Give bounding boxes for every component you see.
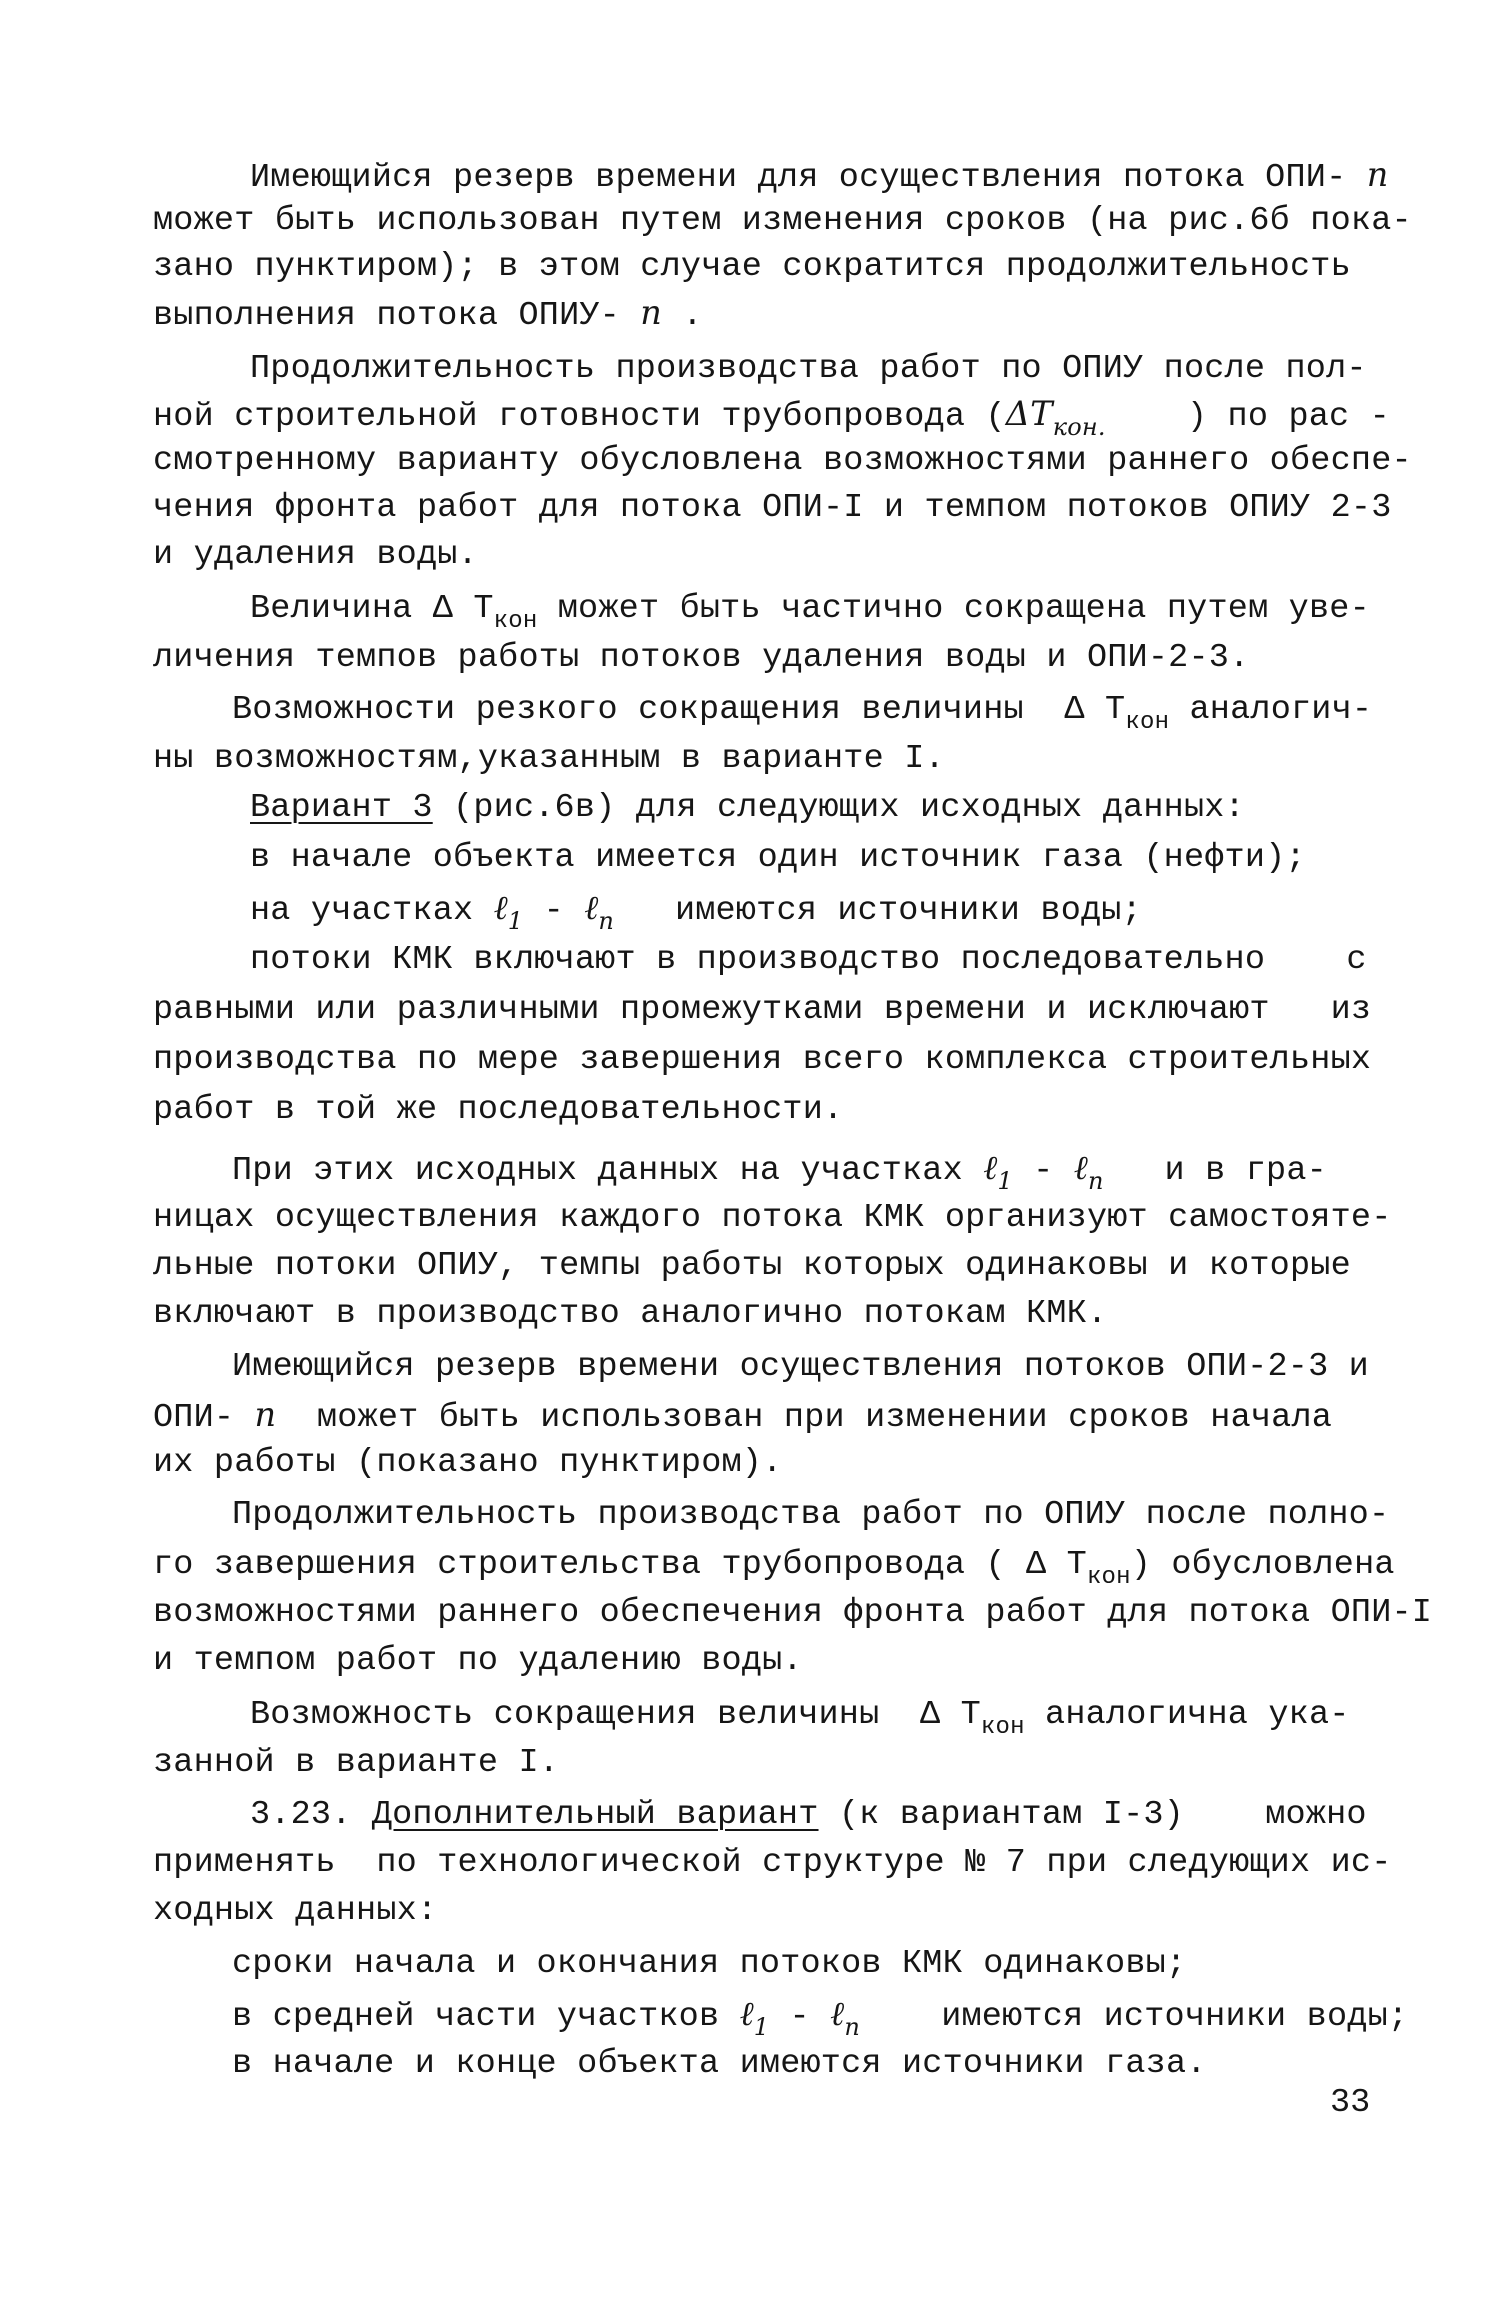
text-line: в начале и конце объекта имеются источники газа. bbox=[232, 2045, 1207, 2083]
text-line: Имеющийся резерв времени осуществления потоков ОПИ-2-3 и bbox=[232, 1348, 1369, 1386]
text-line: смотренному варианту обусловлена возможностями раннего обеспе- bbox=[153, 442, 1412, 480]
text-line: равными или различными промежутками времени и исключают из bbox=[153, 991, 1372, 1029]
text-line: Продолжительность производства работ по ОПИУ после пол- bbox=[250, 350, 1367, 388]
text-line: сроки начала и окончания потоков КМК одинаковы; bbox=[232, 1945, 1187, 1983]
text-line: и темпом работ по удалению воды. bbox=[153, 1642, 803, 1680]
text-line: работ в той же последовательности. bbox=[153, 1091, 844, 1129]
text-line: Возможность сокращения величины Δ $Т_{кон}$ аналогична ука- bbox=[250, 1696, 1350, 1741]
text-line: в средней части участков ℓ$_1$ - ℓ$_n$ имеются источники воды; bbox=[232, 1994, 1409, 2041]
text-line: го завершения строительства трубопровода ( Δ $Т_{кон}$) обусловлена bbox=[153, 1546, 1395, 1591]
text-line: на участках ℓ$_1$ - ℓ$_n$ имеются источники воды; bbox=[250, 888, 1142, 935]
text-line: потоки КМК включают в производство последовательно с bbox=[250, 941, 1367, 979]
text-line: может быть использован путем изменения сроков (на рис.6б пока- bbox=[153, 202, 1412, 240]
text-line: выполнения потока ОПИУ- n . bbox=[153, 293, 703, 335]
text-line: При этих исходных данных на участках ℓ$_1$ - ℓ$_n$ и в гра- bbox=[232, 1148, 1327, 1195]
text-line: ОПИ- n может быть использован при изменении сроков начала bbox=[153, 1395, 1333, 1437]
text-line: ной строительной готовности трубопровода ($\Delta Т_{кон.}$ ) по рас - bbox=[153, 394, 1390, 441]
text-line: Продолжительность производства работ по ОПИУ после полно- bbox=[232, 1496, 1390, 1534]
page-number: 33 bbox=[1330, 2084, 1371, 2122]
text-line: Имеющийся резерв времени для осуществления потока ОПИ- n bbox=[250, 155, 1389, 197]
text-line: Возможности резкого сокращения величины Δ $Т_{кон}$ аналогич- bbox=[232, 691, 1373, 736]
text-line: занной в варианте I. bbox=[153, 1744, 560, 1782]
text-line: чения фронта работ для потока ОПИ-I и темпом потоков ОПИУ 2-3 bbox=[153, 489, 1392, 527]
text-line: в начале объекта имеется один источник газа (нефти); bbox=[250, 839, 1306, 877]
text-line: применять по технологической структуре № 7 при следующих ис- bbox=[153, 1844, 1392, 1882]
text-line: производства по мере завершения всего комплекса строительных bbox=[153, 1041, 1372, 1079]
text-line: льные потоки ОПИУ, темпы работы которых одинаковы и которые bbox=[153, 1247, 1351, 1285]
text-line: личения темпов работы потоков удаления воды и ОПИ-2-3. bbox=[153, 639, 1250, 677]
text-line: возможностями раннего обеспечения фронта работ для потока ОПИ-I bbox=[153, 1594, 1433, 1632]
text-line: 3.23. Дополнительный вариант (к вариантам I-3) можно bbox=[250, 1796, 1367, 1834]
text-line: ходных данных: bbox=[153, 1892, 438, 1930]
text-line: включают в производство аналогично потокам КМК. bbox=[153, 1295, 1108, 1333]
text-line: ницах осуществления каждого потока КМК организуют самостояте- bbox=[153, 1199, 1392, 1237]
text-line: их работы (показано пунктиром). bbox=[153, 1444, 783, 1482]
text-line: зано пунктиром); в этом случае сократится продолжительность bbox=[153, 248, 1351, 286]
text-line: Вариант 3 (рис.6в) для следующих исходных данных: bbox=[250, 789, 1245, 827]
text-line: Величина Δ $T_{кон}$ может быть частично сокращена путем уве- bbox=[250, 590, 1370, 635]
text-line: ны возможностям,указанным в варианте I. bbox=[153, 740, 945, 778]
text-line: и удаления воды. bbox=[153, 536, 478, 574]
